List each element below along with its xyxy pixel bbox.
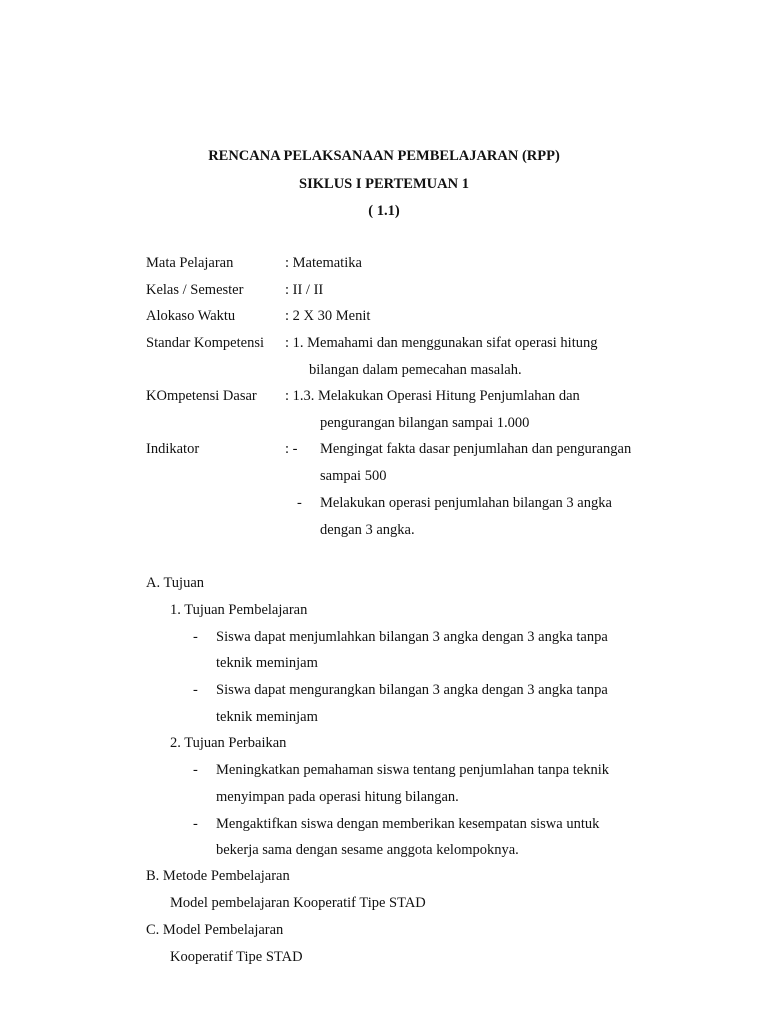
document-cycle: SIKLUS I PERTEMUAN 1 <box>299 176 469 192</box>
subject-label: Mata Pelajaran <box>146 255 234 271</box>
section-c-body: Kooperatif Tipe STAD <box>170 949 303 965</box>
list-item-line1: Siswa dapat mengurangkan bilangan 3 angka dengan 3 angka tanpa <box>216 682 608 698</box>
list-item-line2: bekerja sama dengan sesame anggota kelompoknya. <box>216 842 519 858</box>
section-a1-heading: 1. Tujuan Pembelajaran <box>170 602 308 618</box>
list-item-dash: - <box>193 682 198 698</box>
list-item-line1: Meningkatkan pemahaman siswa tentang penjumlahan tanpa teknik <box>216 762 609 778</box>
list-item-dash: - <box>193 629 198 645</box>
section-c-heading: C. Model Pembelajaran <box>146 922 284 938</box>
document-title: RENCANA PELAKSANAAN PEMBELAJARAN (RPP) <box>208 148 560 164</box>
indicator-1-line1: Mengingat fakta dasar penjumlahan dan pengurangan <box>320 441 632 457</box>
kd-label: KOmpetensi Dasar <box>146 388 257 404</box>
time-label: Alokaso Waktu <box>146 308 236 324</box>
list-item-line2: menyimpan pada operasi hitung bilangan. <box>216 789 459 805</box>
class-label: Kelas / Semester <box>146 282 244 298</box>
list-item-line1: Siswa dapat menjumlahkan bilangan 3 angka dengan 3 angka tanpa <box>216 629 608 645</box>
sk-label: Standar Kompetensi <box>146 335 264 351</box>
sk-value-line1: : 1. Memahami dan menggunakan sifat operasi hitung <box>285 335 598 351</box>
list-item-line2: teknik meminjam <box>216 709 318 725</box>
subject-value: : Matematika <box>285 255 362 271</box>
indicator-2-line2: dengan 3 angka. <box>320 522 415 538</box>
sk-value-line2: bilangan dalam pemecahan masalah. <box>309 362 522 378</box>
indicator-2-line1: Melakukan operasi penjumlahan bilangan 3 angka <box>320 495 612 511</box>
section-b-heading: B. Metode Pembelajaran <box>146 868 290 884</box>
class-value: : II / II <box>285 282 324 298</box>
list-item-dash: - <box>193 762 198 778</box>
indicator-2-dash: - <box>297 495 302 511</box>
time-value: : 2 X 30 Menit <box>285 308 371 324</box>
indicator-label: Indikator <box>146 441 200 457</box>
indicator-colon: : - <box>285 441 298 457</box>
section-a-heading: A. Tujuan <box>146 575 205 591</box>
kd-value-line1: : 1.3. Melakukan Operasi Hitung Penjumlahan dan <box>285 388 580 404</box>
list-item-line1: Mengaktifkan siswa dengan memberikan kesempatan siswa untuk <box>216 816 600 832</box>
kd-value-line2: pengurangan bilangan sampai 1.000 <box>320 415 530 431</box>
document-code: ( 1.1) <box>368 203 400 219</box>
list-item-dash: - <box>193 816 198 832</box>
list-item-line2: teknik meminjam <box>216 655 318 671</box>
section-b-body: Model pembelajaran Kooperatif Tipe STAD <box>170 895 426 911</box>
section-a2-heading: 2. Tujuan Perbaikan <box>170 735 287 751</box>
indicator-1-line2: sampai 500 <box>320 468 387 484</box>
